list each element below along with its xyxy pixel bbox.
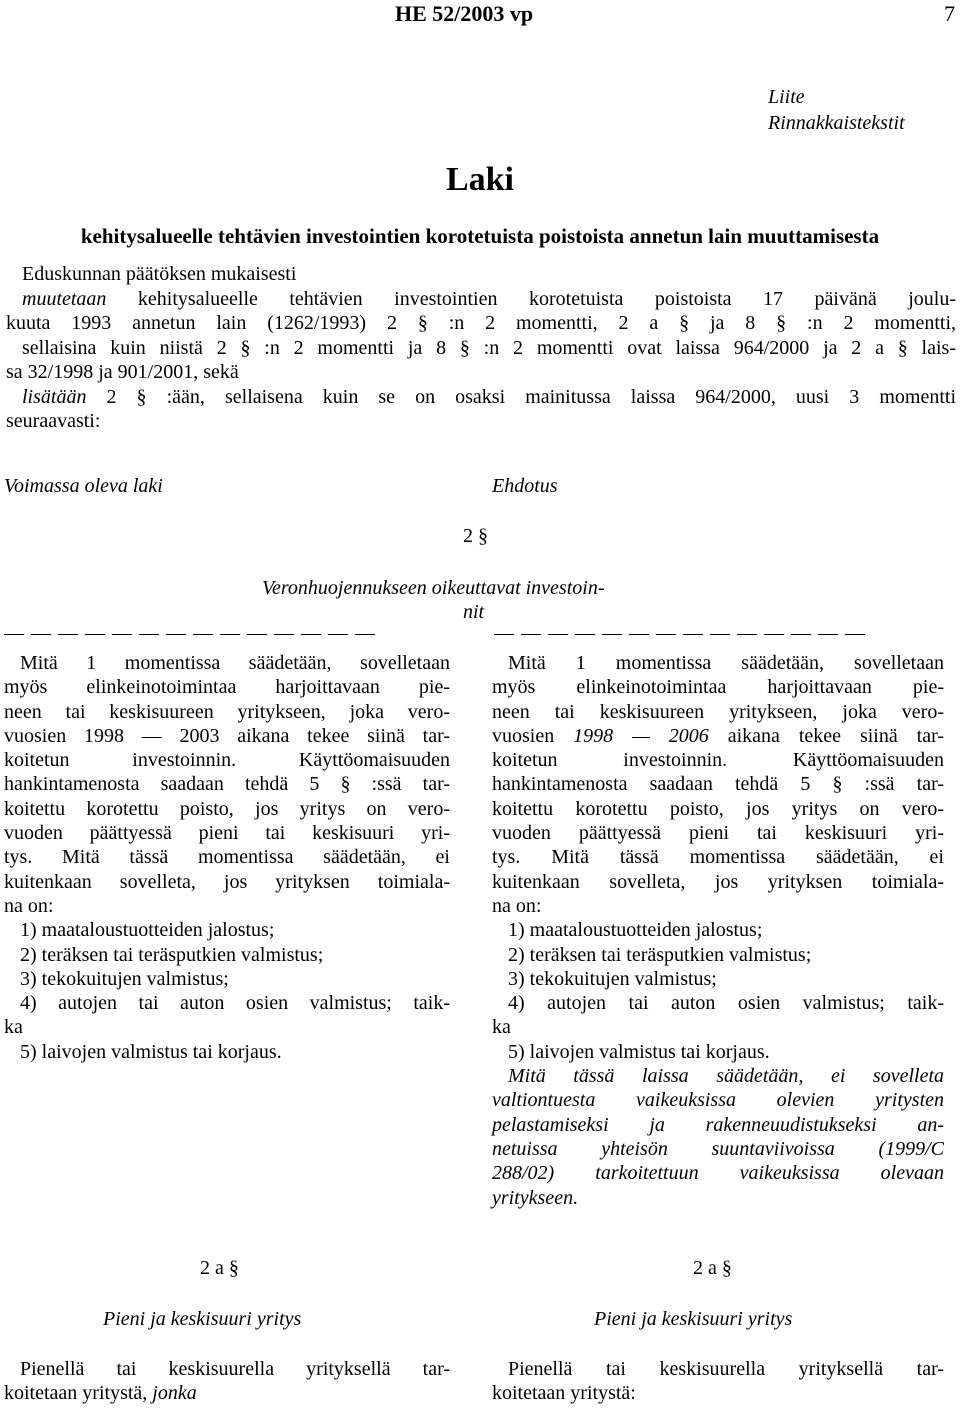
section-2a-text: koitetaan yritystä: — [492, 1382, 636, 1404]
text-line: neen tai keskisuureen yritykseen, joka vero- — [492, 700, 944, 723]
list-item: 2) teräksen tai teräsputkien valmistus; — [508, 943, 812, 966]
law-subtitle: kehitysalueelle tehtävien investointien korotetuista poistoista annetun lain muuttamisesta — [80, 224, 880, 248]
list-item: 5) laivojen valmistus tai korjaus. — [20, 1040, 282, 1063]
text-line: hankintamenosta saadaan tehdä 5 § :ssä tar- — [4, 773, 450, 796]
text-line: vuoden päättyessä pieni tai keskisuuri yri- — [4, 822, 450, 845]
text-line: vuosien 1998 — 2003 aikana tekee siinä tar- — [4, 724, 450, 747]
intro-emphasis: lisätään — [22, 385, 87, 408]
list-item: 1) maataloustuotteiden jalostus; — [20, 919, 275, 942]
text-line: myös elinkeinotoimintaa harjoittavaan pie- — [492, 676, 944, 699]
text-line: na on: — [4, 894, 54, 917]
appendix-label — [768, 84, 905, 136]
new-paragraph-line: valtiontuesta vaikeuksissa olevien yritysten — [492, 1089, 944, 1112]
section-2a-text: Pienellä tai keskisuurella yrityksellä tar- — [508, 1358, 944, 1380]
text-line: vuoden päättyessä pieni tai keskisuuri yri- — [492, 822, 944, 845]
text-line: tys. Mitä tässä momentissa säädetään, ei — [492, 846, 944, 869]
intro-text: 2 § :ään, sellaisena kuin se on osaksi mainitussa laissa 964/2000, uusi 3 momentti — [86, 385, 956, 408]
list-item: 3) tekokuitujen valmistus; — [20, 967, 229, 990]
section-2-heading-cont: nit — [463, 601, 485, 623]
new-paragraph-line: yritykseen. — [492, 1186, 579, 1209]
omission-dashes: — — — — — — — — — — — — — — — [4, 622, 376, 635]
text-line: kuitenkaan sovelleta, jos yrityksen toimiala- — [492, 870, 944, 893]
text-line: myös elinkeinotoimintaa harjoittavaan pie- — [4, 676, 450, 699]
text-line: Mitä 1 momentissa säädetään, sovelletaan — [508, 652, 944, 674]
intro-line: sellaisina kuin niistä 2 § :n 2 momentti ja 8 § :n 2 momentti ovat laissa 964/2000 ja 2 a § lais- — [22, 336, 956, 359]
text-line: neen tai keskisuureen yritykseen, joka vero- — [4, 700, 450, 723]
text-line: Mitä 1 momentissa säädetään, sovelletaan — [20, 652, 450, 674]
list-item-cont: ka — [492, 1016, 511, 1039]
section-2a-number: 2 a § — [200, 1257, 239, 1279]
list-item: 3) tekokuitujen valmistus; — [508, 967, 717, 990]
section-2a-text: Pienellä tai keskisuurella yrityksellä tar- — [20, 1358, 450, 1380]
proposal-heading: Ehdotus — [492, 475, 558, 497]
new-paragraph-line: 288/02) tarkoitettuun vaikeuksissa olevaan — [492, 1162, 944, 1185]
appendix-line-1: Liite — [768, 86, 805, 108]
intro-line: seuraavasti: — [6, 410, 101, 432]
text-span: vuosien — [492, 724, 574, 747]
text-line — [492, 724, 944, 748]
text-line: na on: — [492, 894, 542, 917]
list-item: 4) autojen tai auton osien valmistus; taik- — [508, 992, 944, 1015]
text-line: koitettu korotettu poisto, jos yritys on vero- — [492, 797, 944, 820]
list-item-cont: ka — [4, 1016, 23, 1039]
new-paragraph-line: Mitä tässä laissa säädetään, ei sovelleta — [508, 1065, 944, 1088]
section-2a-heading: Pieni ja keskisuuri yritys — [103, 1308, 302, 1330]
text-emphasis: jonka — [152, 1382, 197, 1404]
intro-paragraph — [6, 262, 956, 434]
text-line: kuitenkaan sovelleta, jos yrityksen toimiala- — [4, 870, 450, 893]
text-span: koitetaan yritystä, — [4, 1382, 153, 1404]
proposal-column — [492, 651, 944, 1210]
text-line: hankintamenosta saadaan tehdä 5 § :ssä tar- — [492, 773, 944, 796]
current-law-column — [4, 651, 450, 1064]
intro-line: sa 32/1998 ja 901/2001, sekä — [6, 361, 239, 383]
intro-line: Eduskunnan päätöksen mukaisesti — [22, 263, 297, 285]
intro-emphasis: muutetaan — [22, 287, 107, 310]
section-2a-heading: Pieni ja keskisuuri yritys — [594, 1308, 793, 1330]
intro-line: kuuta 1993 annetun lain (1262/1993) 2 § :n 2 momentti, 2 a § ja 8 § :n 2 momentti, — [6, 312, 956, 334]
section-2-number: 2 § — [463, 525, 488, 547]
text-span: aikana tekee siinä tar- — [708, 724, 944, 747]
amended-years: 1998 — 2006 — [573, 724, 709, 747]
section-2-heading: Veronhuojennukseen oikeuttavat investoin- — [262, 577, 605, 599]
text-line: koitetun investoinnin. Käyttöomaisuuden — [4, 749, 450, 772]
text-line: koitettu korotettu poisto, jos yritys on vero- — [4, 797, 450, 820]
section-2a-number: 2 a § — [693, 1257, 732, 1279]
current-law-heading: Voimassa oleva laki — [4, 475, 163, 497]
intro-text: kehitysalueelle tehtävien investointien korotetuista poistoista 17 päivänä joulu- — [106, 287, 956, 310]
omission-dashes: — — — — — — — — — — — — — — — [494, 622, 866, 635]
section-2a-text — [4, 1381, 197, 1405]
document-id: HE 52/2003 vp — [395, 1, 534, 26]
law-title: Laki — [445, 161, 515, 198]
appendix-line-2: Rinnakkaistekstit — [768, 112, 905, 134]
page-number: 7 — [944, 1, 955, 26]
list-item: 4) autojen tai auton osien valmistus; taik- — [20, 992, 450, 1015]
text-line: koitetun investoinnin. Käyttöomaisuuden — [492, 749, 944, 772]
text-line: tys. Mitä tässä momentissa säädetään, ei — [4, 846, 450, 869]
list-item: 2) teräksen tai teräsputkien valmistus; — [20, 943, 324, 966]
list-item: 1) maataloustuotteiden jalostus; — [508, 919, 763, 942]
new-paragraph-line: pelastamiseksi ja rakenneuudistukseksi an- — [492, 1113, 944, 1136]
list-item: 5) laivojen valmistus tai korjaus. — [508, 1040, 770, 1063]
intro-line — [6, 385, 956, 410]
new-paragraph-line: netuissa yhteisön suuntaviivoissa (1999/C — [492, 1137, 944, 1160]
intro-line — [6, 287, 956, 312]
